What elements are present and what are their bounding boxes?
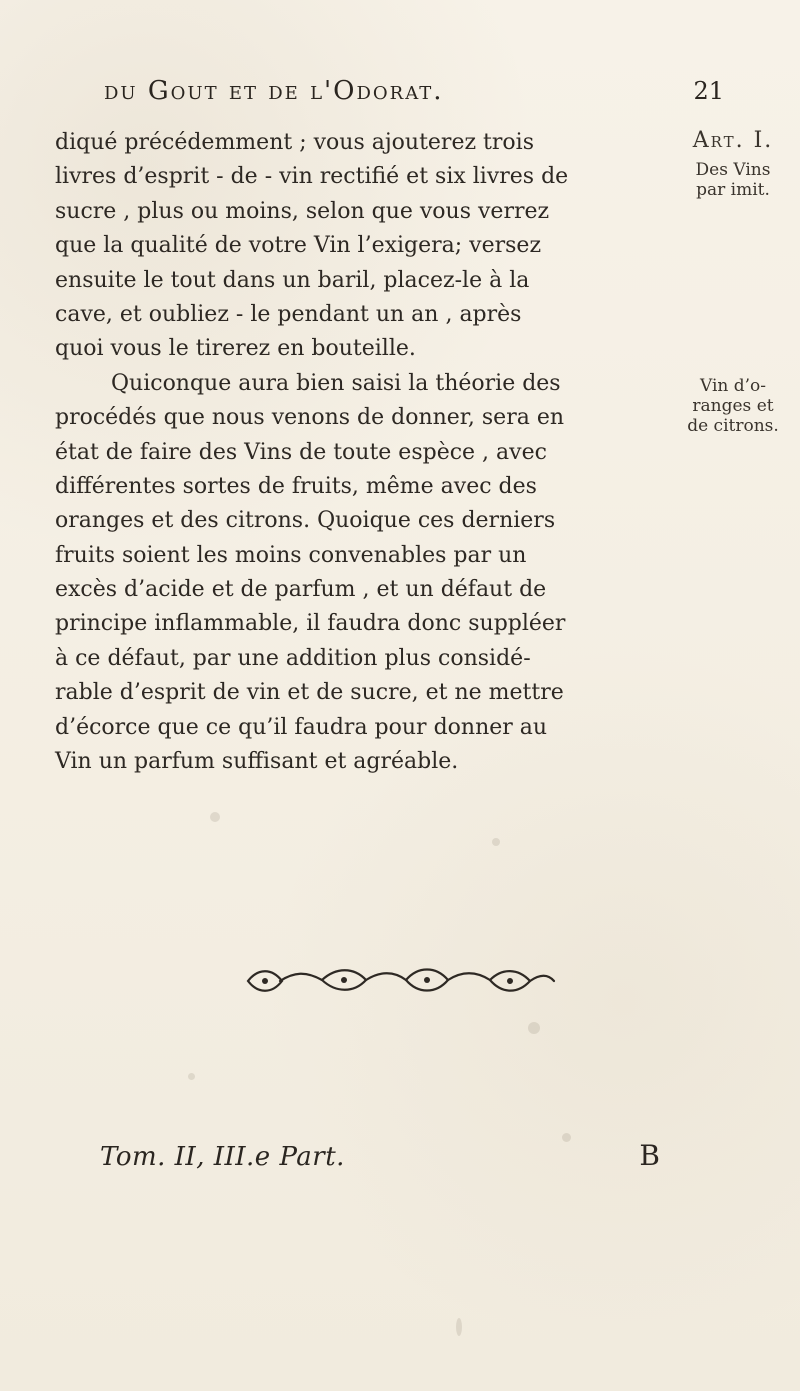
paper-speck	[562, 1133, 571, 1142]
margin-note-des-vins	[678, 160, 788, 200]
main-text	[55, 126, 661, 779]
text-line: ensuite le tout dans un baril, placez-le à la	[55, 267, 530, 293]
text-line: quoi vous le tirerez en bouteille.	[55, 336, 416, 362]
running-header	[104, 76, 724, 114]
paper-speck	[210, 812, 220, 822]
text-line: diqué précédemment ; vous ajouterez trois	[55, 130, 534, 155]
margin-art-label: Art. I.	[692, 128, 774, 153]
page-footer	[100, 1139, 660, 1172]
text-line: oranges et des citrons. Quoique ces derniers	[55, 508, 556, 534]
text-line: livres d’esprit - de - vin rectifié et six livres de	[55, 164, 569, 190]
margin-note-art	[678, 128, 788, 153]
text-line: à ce défaut, par une addition plus considé-	[55, 645, 531, 671]
text-line: excès d’acide et de parfum , et un défaut de	[55, 577, 547, 603]
text-line: différentes sortes de fruits, même avec des	[55, 473, 537, 499]
text-line: cave, et oubliez - le pendant un an , après	[55, 301, 522, 327]
page-number: 21	[693, 77, 724, 105]
margin-note-vin-oranges	[678, 376, 788, 436]
text-line: fruits soient les moins convenables par un	[55, 542, 527, 568]
margin-note-line: ranges et	[692, 396, 774, 416]
paper-speck	[188, 1073, 195, 1080]
text-line: sucre , plus ou moins, selon que vous verrez	[55, 198, 550, 224]
paper-speck	[456, 1318, 462, 1336]
signature-mark: B	[639, 1139, 660, 1172]
paper-speck	[528, 1022, 540, 1034]
margin-note-line: Des Vins	[695, 160, 771, 180]
text-line: que la qualité de votre Vin l’exigera; versez	[55, 233, 542, 259]
text-line: rable d’esprit de vin et de sucre, et ne mettre	[55, 680, 564, 706]
footer-signature: Tom. II, III.e Part.	[100, 1142, 345, 1172]
margin-note-line: Vin d’o-	[699, 376, 767, 396]
margin-note-line: par imit.	[696, 180, 770, 200]
paper-speck	[492, 838, 500, 846]
header-title: du Gout et de l'Odorat.	[104, 76, 444, 106]
text-line: Quiconque aura bien saisi la théorie des	[111, 370, 561, 396]
decorative-ornament	[240, 960, 560, 1002]
text-line: principe inflammable, il faudra donc suppléer	[55, 611, 566, 637]
text-line: procédés que nous venons de donner, sera en	[55, 405, 565, 431]
text-line: état de faire des Vins de toute espèce , avec	[55, 439, 547, 465]
margin-note-line: de citrons.	[687, 416, 779, 436]
text-line: Vin un parfum suffisant et agréable.	[55, 749, 459, 775]
text-line: d’écorce que ce qu’il faudra pour donner au	[55, 714, 548, 740]
